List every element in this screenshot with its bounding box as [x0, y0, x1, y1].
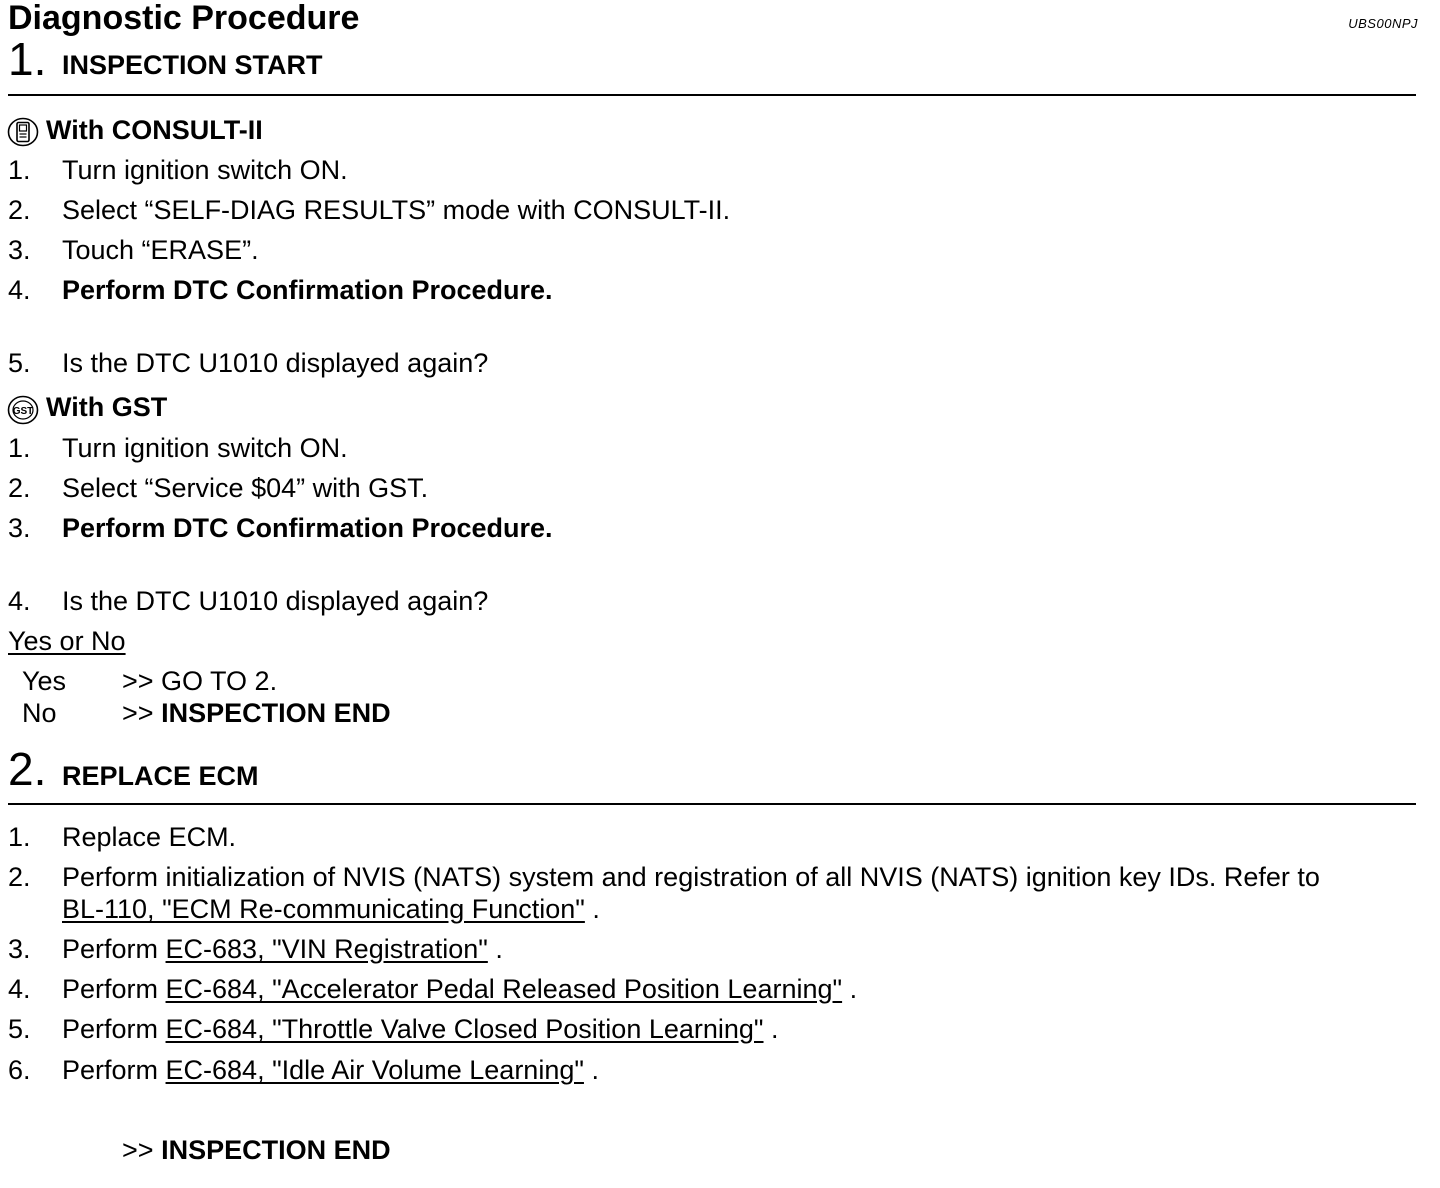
consult-item-4-text: Perform DTC Confirmation Procedure.	[62, 275, 553, 305]
consult-ii-icon	[7, 117, 39, 147]
gst-item-3-text: Perform DTC Confirmation Procedure.	[62, 513, 553, 543]
consult-heading: With CONSULT-II	[46, 115, 263, 145]
replace-item-3-num: 3.	[8, 934, 31, 964]
bl-110-link[interactable]: BL-110, "ECM Re-communicating Function"	[62, 894, 585, 924]
gst-item-3-num: 3.	[8, 513, 31, 543]
replace-item-2-num: 2.	[8, 862, 31, 892]
document-code: UBS00NPJ	[1348, 16, 1418, 31]
no-label: No	[22, 698, 57, 728]
gst-item-2-num: 2.	[8, 473, 31, 503]
replace-item-4-num: 4.	[8, 974, 31, 1004]
step-2-divider	[8, 803, 1416, 805]
step-2-number: 2.	[8, 743, 47, 795]
gst-item-2-text: Select “Service $04” with GST.	[62, 473, 429, 503]
replace-item-6-text	[62, 1054, 599, 1086]
yes-or-no-label: Yes or No	[8, 626, 126, 656]
gst-item-4-num: 4.	[8, 586, 31, 616]
gst-item-4-text: Is the DTC U1010 displayed again?	[62, 586, 489, 616]
svg-text:GST: GST	[12, 406, 34, 417]
replace-item-3-suffix: .	[487, 934, 503, 964]
ec-684-idle-air-link[interactable]: EC-684, "Idle Air Volume Learning"	[165, 1055, 584, 1085]
replace-item-6-suffix: .	[583, 1055, 599, 1085]
replace-item-4-prefix: Perform	[62, 974, 166, 1004]
consult-item-5-num: 5.	[8, 348, 31, 378]
step-2-title: REPLACE ECM	[62, 761, 259, 791]
replace-item-4-text	[62, 973, 857, 1005]
consult-item-2-text: Select “SELF-DIAG RESULTS” mode with CONSULT-II.	[62, 195, 731, 225]
replace-item-2-text: Perform initialization of NVIS (NATS) system and registration of all NVIS (NATS) ignition key IDs. Refer to	[62, 862, 1320, 892]
gst-icon	[7, 395, 39, 425]
replace-item-6-num: 6.	[8, 1055, 31, 1085]
consult-item-3-num: 3.	[8, 235, 31, 265]
gst-item-1-num: 1.	[8, 433, 31, 463]
gst-item-1-text: Turn ignition switch ON.	[62, 433, 348, 463]
replace-item-3-prefix: Perform	[62, 934, 166, 964]
page-title: Diagnostic Procedure	[8, 0, 360, 37]
yes-label: Yes	[22, 666, 67, 696]
consult-item-4-num: 4.	[8, 275, 31, 305]
no-action-label: INSPECTION END	[161, 698, 391, 728]
replace-item-4-suffix: .	[842, 974, 858, 1004]
ec-684-accelerator-link[interactable]: EC-684, "Accelerator Pedal Released Position Learning"	[165, 974, 843, 1004]
replace-item-2-ref	[62, 893, 600, 925]
replace-item-1-num: 1.	[8, 822, 31, 852]
yes-action: >> GO TO 2.	[122, 666, 278, 696]
step-1-divider	[8, 94, 1416, 96]
replace-item-3-text	[62, 933, 503, 965]
ec-683-vin-link[interactable]: EC-683, "VIN Registration"	[165, 934, 488, 964]
replace-item-5-num: 5.	[8, 1014, 31, 1044]
replace-item-5-text	[62, 1013, 779, 1045]
consult-item-2-num: 2.	[8, 195, 31, 225]
consult-item-3-text: Touch “ERASE”.	[62, 235, 259, 265]
no-action-prefix: >>	[122, 698, 154, 728]
replace-item-5-prefix: Perform	[62, 1014, 166, 1044]
replace-item-2-suffix: .	[584, 894, 600, 924]
gst-heading: With GST	[46, 392, 168, 422]
step-1-title: INSPECTION START	[62, 50, 323, 80]
final-inspection-end	[122, 1134, 391, 1166]
final-end-prefix: >>	[122, 1135, 154, 1165]
replace-item-6-prefix: Perform	[62, 1055, 166, 1085]
consult-item-1-text: Turn ignition switch ON.	[62, 155, 348, 185]
final-end-label: INSPECTION END	[161, 1135, 391, 1165]
consult-item-5-text: Is the DTC U1010 displayed again?	[62, 348, 489, 378]
ec-684-throttle-link[interactable]: EC-684, "Throttle Valve Closed Position Learning"	[165, 1014, 764, 1044]
replace-item-1-text: Replace ECM.	[62, 822, 237, 852]
step-1-number: 1.	[8, 33, 47, 85]
consult-item-1-num: 1.	[8, 155, 31, 185]
no-action	[122, 697, 391, 729]
replace-item-5-suffix: .	[763, 1014, 779, 1044]
